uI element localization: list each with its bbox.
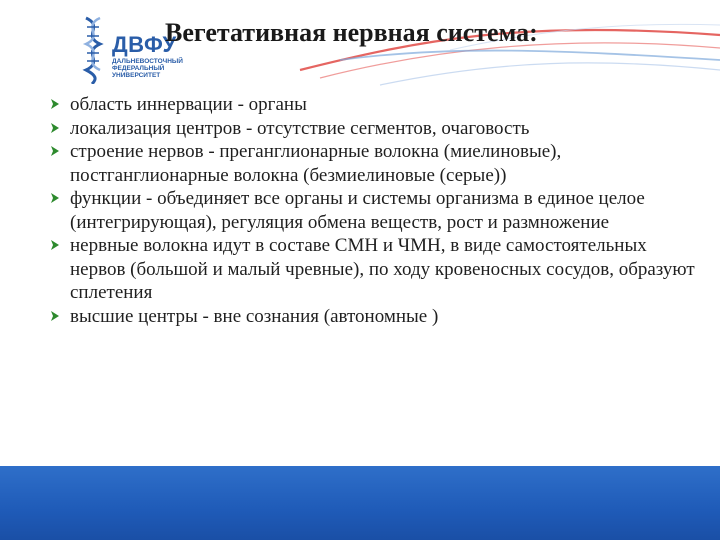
bullet-list [48,93,698,328]
list-item-text: локализация центров - отсутствие сегментов, очаговость [70,117,530,139]
list-item-text: высшие центры - вне сознания (автономные ) [70,305,439,327]
list-item-text: строение нервов - преганглионарные волокна (миелиновые), постганглионарные волокна (безмиелиновые (серые)) [70,141,562,186]
arrowhead-bullet-icon [50,239,60,251]
arrowhead-bullet-icon [50,310,60,322]
logo-line-1: ДАЛЬНЕВОСТОЧНЫЙ [112,58,183,65]
arrowhead-bullet-icon [50,145,60,157]
arrowhead-bullet-icon [50,98,60,110]
list-item [48,234,698,305]
list-item-text: функции - объединяет все органы и системы организма в единое целое (интегрирующая), регуляция обмена веществ, рост и размножение [70,188,645,233]
arrowhead-bullet-icon [50,192,60,204]
list-item-text: нервные волокна идут в составе СМН и ЧМН, в виде самостоятельных нервов (большой и малый чревные), по ходу кровеносных сосудов, образуют сплетения [70,235,695,303]
logo-abbr: ДВФУ [112,32,177,57]
logo-line-2: ФЕДЕРАЛЬНЫЙ [112,65,165,72]
slide-title: Вегетативная нервная система: [165,18,538,47]
list-item [48,305,698,329]
list-item [48,187,698,234]
logo-line-3: УНИВЕРСИТЕТ [112,72,161,79]
list-item [48,140,698,187]
list-item [48,93,698,117]
list-item-text: область иннервации - органы [70,94,307,115]
arrowhead-bullet-icon [50,122,60,134]
list-item [48,117,698,141]
footer-band [0,466,720,540]
